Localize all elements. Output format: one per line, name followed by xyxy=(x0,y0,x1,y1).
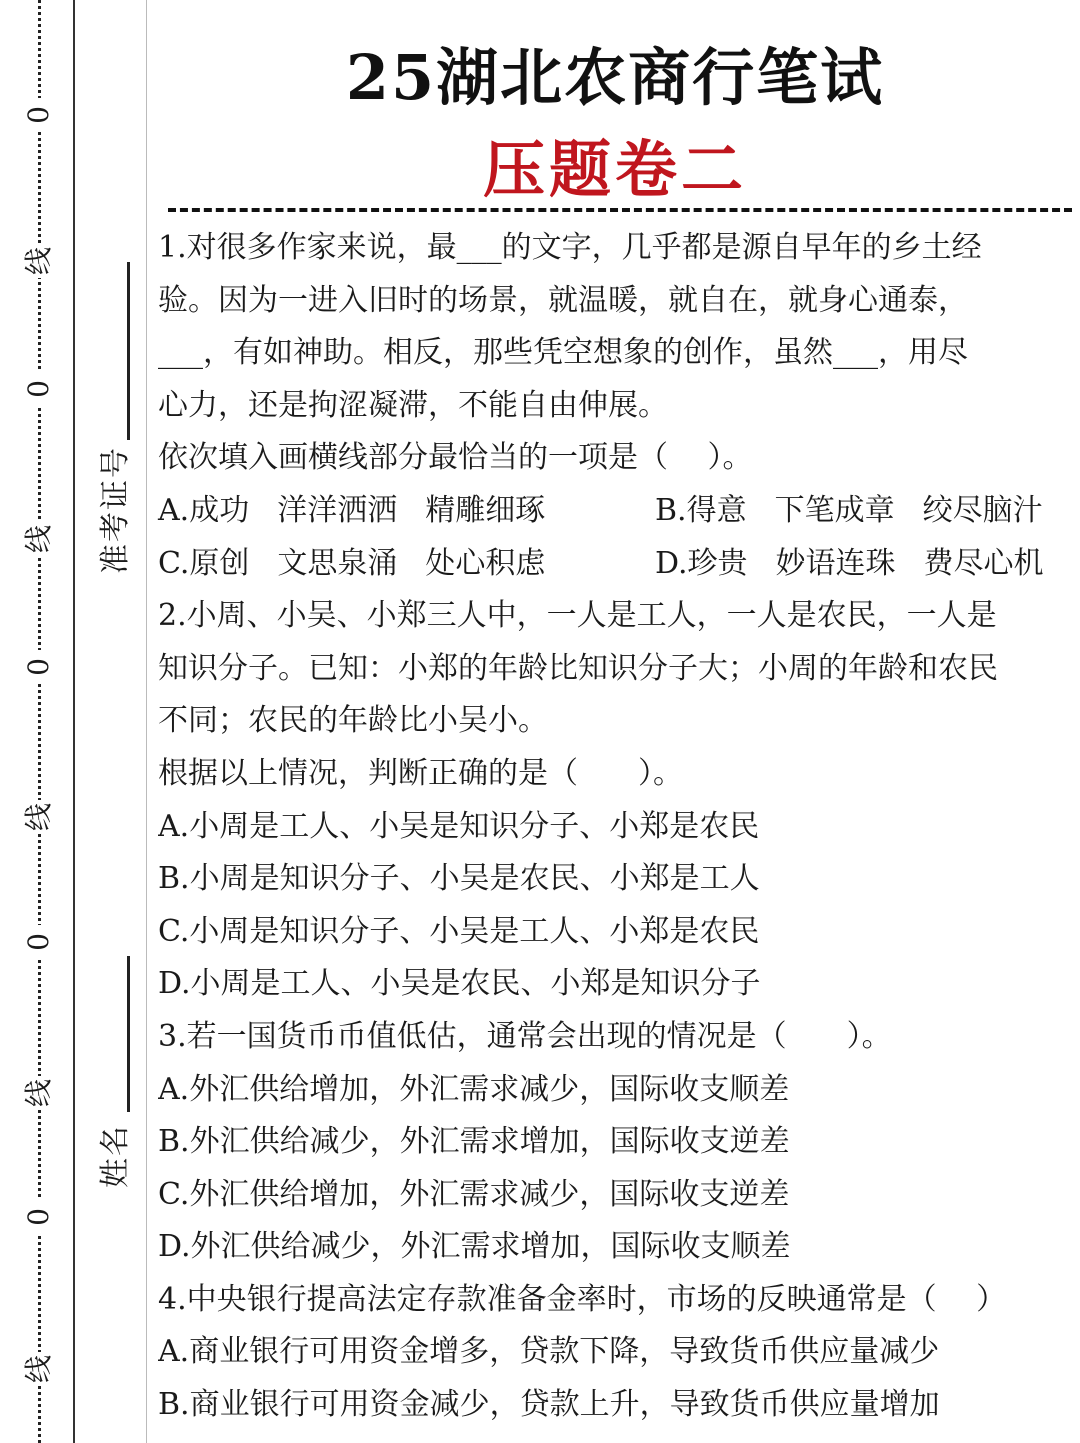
question-stem-line: 1.对很多作家来说，最___的文字，几乎都是源自早年的乡土经 xyxy=(158,230,982,265)
dashed-divider xyxy=(168,208,1072,212)
margin-mark: 线 xyxy=(22,522,56,556)
page-title: 25湖北农商行笔试 xyxy=(345,41,885,114)
margin-mark: 线 xyxy=(22,800,56,834)
question-stem-line: 4.中央银行提高法定存款准备金率时，市场的反映通常是（ ） xyxy=(158,1281,1007,1317)
margin-mark: 线 xyxy=(22,244,56,278)
name-write-line[interactable] xyxy=(127,956,130,1112)
option-d[interactable]: D.小周是工人、小吴是农民、小郑是知识分子 xyxy=(158,966,761,1002)
option-c[interactable]: C.外汇供给增加，外汇需求减少，国际收支逆差 xyxy=(158,1176,790,1212)
option-b[interactable]: B.小周是知识分子、小吴是农民、小郑是工人 xyxy=(158,861,760,897)
exam-id-label: 准考证号 xyxy=(98,446,133,574)
question-2 xyxy=(158,590,1068,1011)
question-stem-line: 验。因为一进入旧时的场景，就温暖，就自在，就身心通泰， xyxy=(158,282,968,318)
option-d[interactable]: D.珍贵 妙语连珠 费尽心机 xyxy=(655,545,1044,581)
option-a[interactable]: A.成功 洋洋洒洒 精雕细琢 xyxy=(158,492,546,528)
option-b[interactable]: B.商业银行可用资金减少，贷款上升，导致货币供应量增加 xyxy=(158,1387,940,1423)
margin-mark: 线 xyxy=(22,1076,56,1110)
option-a[interactable]: A.外汇供给增加，外汇需求减少，国际收支顺差 xyxy=(158,1071,790,1107)
margin-mark: 0 xyxy=(22,925,56,959)
page-subtitle: 压题卷二 xyxy=(482,133,747,206)
question-3 xyxy=(158,1011,1068,1274)
name-label: 姓名 xyxy=(98,1124,133,1188)
option-b[interactable]: B.外汇供给减少，外汇需求增加，国际收支逆差 xyxy=(158,1124,790,1160)
margin-mark: 0 xyxy=(22,372,56,406)
margin-mark: 线 xyxy=(22,1352,56,1386)
question-stem-line: 心力，还是拘涩凝滞，不能自由伸展。 xyxy=(158,387,668,423)
question-4 xyxy=(158,1274,1068,1432)
option-row xyxy=(158,485,1068,538)
option-a[interactable]: A.商业银行可用资金增多，贷款下降，导致货币供应量减少 xyxy=(158,1334,940,1370)
exam-id-write-line[interactable] xyxy=(127,262,130,440)
question-stem-line: 不同；农民的年龄比小吴小。 xyxy=(158,703,548,739)
question-stem-line: 知识分子。已知：小郑的年龄比知识分子大；小周的年龄和农民 xyxy=(158,650,998,686)
margin-mark: 0 xyxy=(22,650,56,684)
question-stem-line: 3.若一国货币币值低估，通常会出现的情况是（ ）。 xyxy=(158,1018,892,1054)
margin-vertical-rule xyxy=(73,0,75,1443)
question-stem-line: ___，有如神助。相反，那些凭空想象的创作，虽然___，用尽 xyxy=(158,335,968,371)
binding-margin xyxy=(0,0,150,1443)
margin-mark: 0 xyxy=(22,1200,56,1234)
option-c[interactable]: C.原创 文思泉涌 处心积虑 xyxy=(158,545,546,581)
option-row xyxy=(158,538,1068,591)
option-d[interactable]: D.外汇供给减少，外汇需求增加，国际收支顺差 xyxy=(158,1229,791,1265)
option-a[interactable]: A.小周是工人、小吴是知识分子、小郑是农民 xyxy=(158,808,760,844)
margin-vertical-rule xyxy=(146,0,147,1443)
question-stem-line: 2.小周、小吴、小郑三人中，一人是工人，一人是农民，一人是 xyxy=(158,598,997,634)
question-prompt: 根据以上情况，判断正确的是（ ）。 xyxy=(158,755,683,791)
question-1 xyxy=(158,222,1068,590)
option-b[interactable]: B.得意 下笔成章 绞尽脑汁 xyxy=(655,492,1043,528)
question-list xyxy=(158,222,1068,1432)
margin-mark: 0 xyxy=(22,98,56,132)
question-prompt: 依次填入画横线部分最恰当的一项是（ ）。 xyxy=(158,440,753,476)
option-c[interactable]: C.小周是知识分子、小吴是工人、小郑是农民 xyxy=(158,913,760,949)
